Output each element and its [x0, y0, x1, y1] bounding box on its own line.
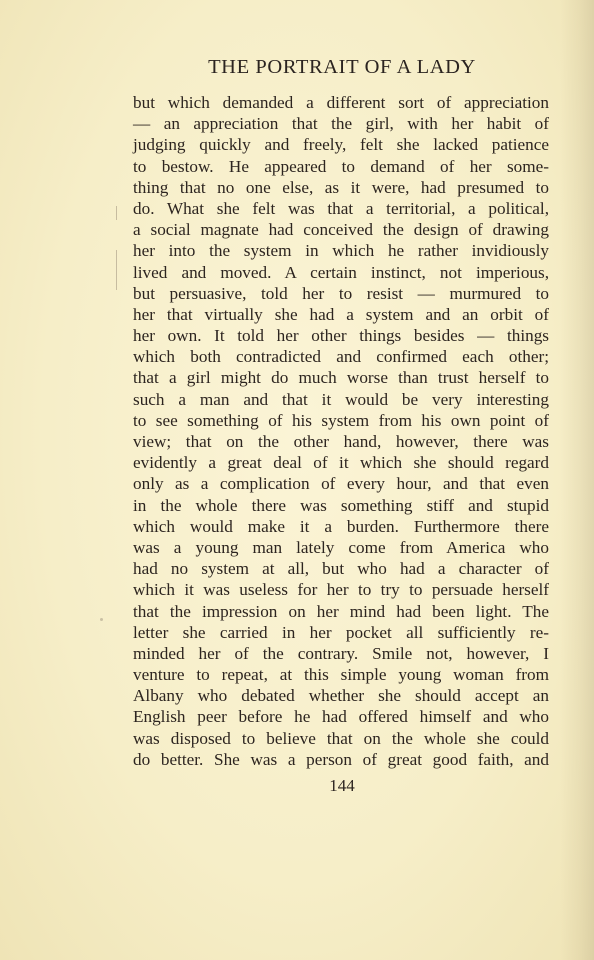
text-line: her that virtually she had a system and an orbit of	[133, 304, 549, 324]
text-line: do better. She was a person of great good faith, and	[133, 749, 549, 769]
text-line: Albany who debated whether she should accept an	[133, 686, 549, 706]
text-line: a social magnate had conceived the design of drawing	[133, 220, 549, 240]
text-line: view; that on the other hand, however, there was	[133, 432, 549, 451]
text-line: to see something of his system from his own point of	[133, 410, 549, 430]
body-text	[133, 92, 549, 770]
text-line: judging quickly and freely, felt she lacked patience	[133, 135, 549, 155]
text-line: had no system at all, but who had a character of	[133, 559, 549, 579]
text-line: such a man and that it would be very interesting	[133, 389, 549, 409]
text-line: venture to repeat, at this simple young woman from	[133, 665, 549, 685]
text-line: which would make it a burden. Furthermore there	[133, 516, 549, 536]
margin-mark	[116, 206, 117, 220]
margin-mark	[116, 250, 117, 290]
page-number: 144	[329, 776, 355, 795]
text-line: to bestow. He appeared to demand of her some-	[133, 156, 549, 176]
text-line: which it was useless for her to try to persuade herself	[133, 580, 549, 600]
paper-speck	[100, 618, 103, 621]
text-line: minded her of the contrary. Smile not, however, I	[133, 643, 549, 663]
text-line: thing that no one else, as it were, had presumed to	[133, 177, 549, 197]
text-line: that the impression on her mind had been light. The	[133, 601, 549, 621]
running-head: THE PORTRAIT OF A LADY	[208, 56, 476, 78]
text-line: lived and moved. A certain instinct, not imperious,	[133, 262, 549, 282]
text-line: in the whole there was something stiff and stupid	[133, 495, 549, 515]
text-line: was disposed to believe that on the whole she could	[133, 728, 549, 748]
text-line: letter she carried in her pocket all sufficiently re-	[133, 622, 549, 642]
text-line: but which demanded a different sort of appreciation	[133, 93, 549, 112]
text-line: only as a complication of every hour, and that even	[133, 474, 549, 494]
text-line: was a young man lately come from America who	[133, 537, 549, 557]
text-line: which both contradicted and confirmed each other;	[133, 347, 549, 367]
text-line: her own. It told her other things besides — things	[133, 326, 549, 346]
text-line: that a girl might do much worse than trust herself to	[133, 368, 549, 388]
text-line: her into the system in which he rather invidiously	[133, 241, 549, 261]
text-line: evidently a great deal of it which she should regard	[133, 453, 549, 473]
text-line: English peer before he had offered himself and who	[133, 707, 549, 727]
text-line: but persuasive, told her to resist — murmured to	[133, 283, 549, 303]
text-line: do. What she felt was that a territorial, a political,	[133, 198, 549, 218]
text-line: — an appreciation that the girl, with her habit of	[133, 114, 549, 134]
